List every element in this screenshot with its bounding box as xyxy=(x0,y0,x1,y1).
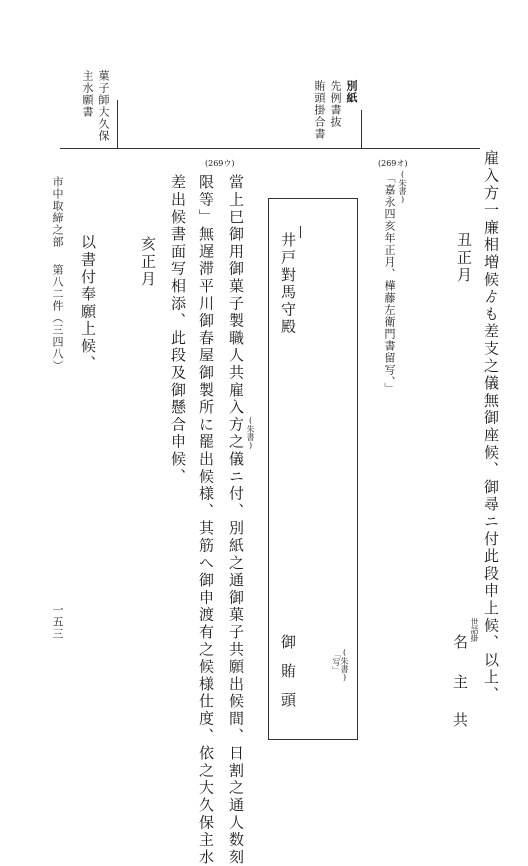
running-section: 市中取締之部 xyxy=(51,176,64,248)
header-divider-mid xyxy=(361,110,362,148)
header-divider-left xyxy=(117,100,118,148)
label-besshi: 別紙 xyxy=(345,80,358,104)
label-makanai-kakeai: 賄頭掛合書 xyxy=(313,80,326,140)
sewa-label: 世話掛 xyxy=(470,618,479,642)
kakikomi-note: (朱書) xyxy=(246,416,255,450)
label-mondo-gansho: 主水願書 xyxy=(81,70,94,118)
closing-line: 以書付奉願上候、 xyxy=(79,234,97,373)
note-269b: (269ウ) xyxy=(205,159,235,168)
from-makanai: 御賄頭 xyxy=(279,634,297,721)
page-number: 一五三 xyxy=(51,604,64,640)
note-269a: (269オ) xyxy=(378,159,408,168)
body-date: 亥正月 xyxy=(139,236,157,288)
sig-shu: 主 xyxy=(451,674,469,692)
right-date: 丑正月 xyxy=(455,232,473,284)
sig-tomo: 共 xyxy=(451,712,469,730)
right-main-line: 雇入方一廉相増候ゟも差支之儀無御座候、御尋ニ付此段申上候、以上、 xyxy=(482,150,500,704)
kaei-record-line: 「嘉永四亥年正月、樺藤左衛門書留写、」 xyxy=(383,172,396,395)
body-line-1: 當上巳御用御菓子製職人共雇入方之儀ニ付、別紙之通御菓子共願出候間、日割之通人数刻 xyxy=(227,174,245,866)
label-kashi-okubo: 菓子師大久保 xyxy=(97,70,110,142)
addressee-name: 井戸對馬守殿 xyxy=(279,232,297,336)
running-item: 第八二件（三四八） xyxy=(51,264,64,372)
label-senrei-kakinuki: 先例書抜 xyxy=(329,80,342,128)
shu-label-2: (朱書) xyxy=(340,648,349,682)
sig-na: 名 xyxy=(451,634,469,652)
bracket-mark xyxy=(300,226,301,238)
body-line-3: 差出候書面写相添、此段及御懸合申候、 xyxy=(169,174,187,486)
header-rule xyxy=(60,148,480,149)
shu-label-1: (朱書) xyxy=(398,170,407,204)
utsushi-note: 「写」 xyxy=(332,650,341,674)
body-line-2: 限等」無遅滞平川御春屋御製所に罷出候様、其筋へ御申渡有之候様仕度、依之大久保主水 xyxy=(197,174,215,866)
